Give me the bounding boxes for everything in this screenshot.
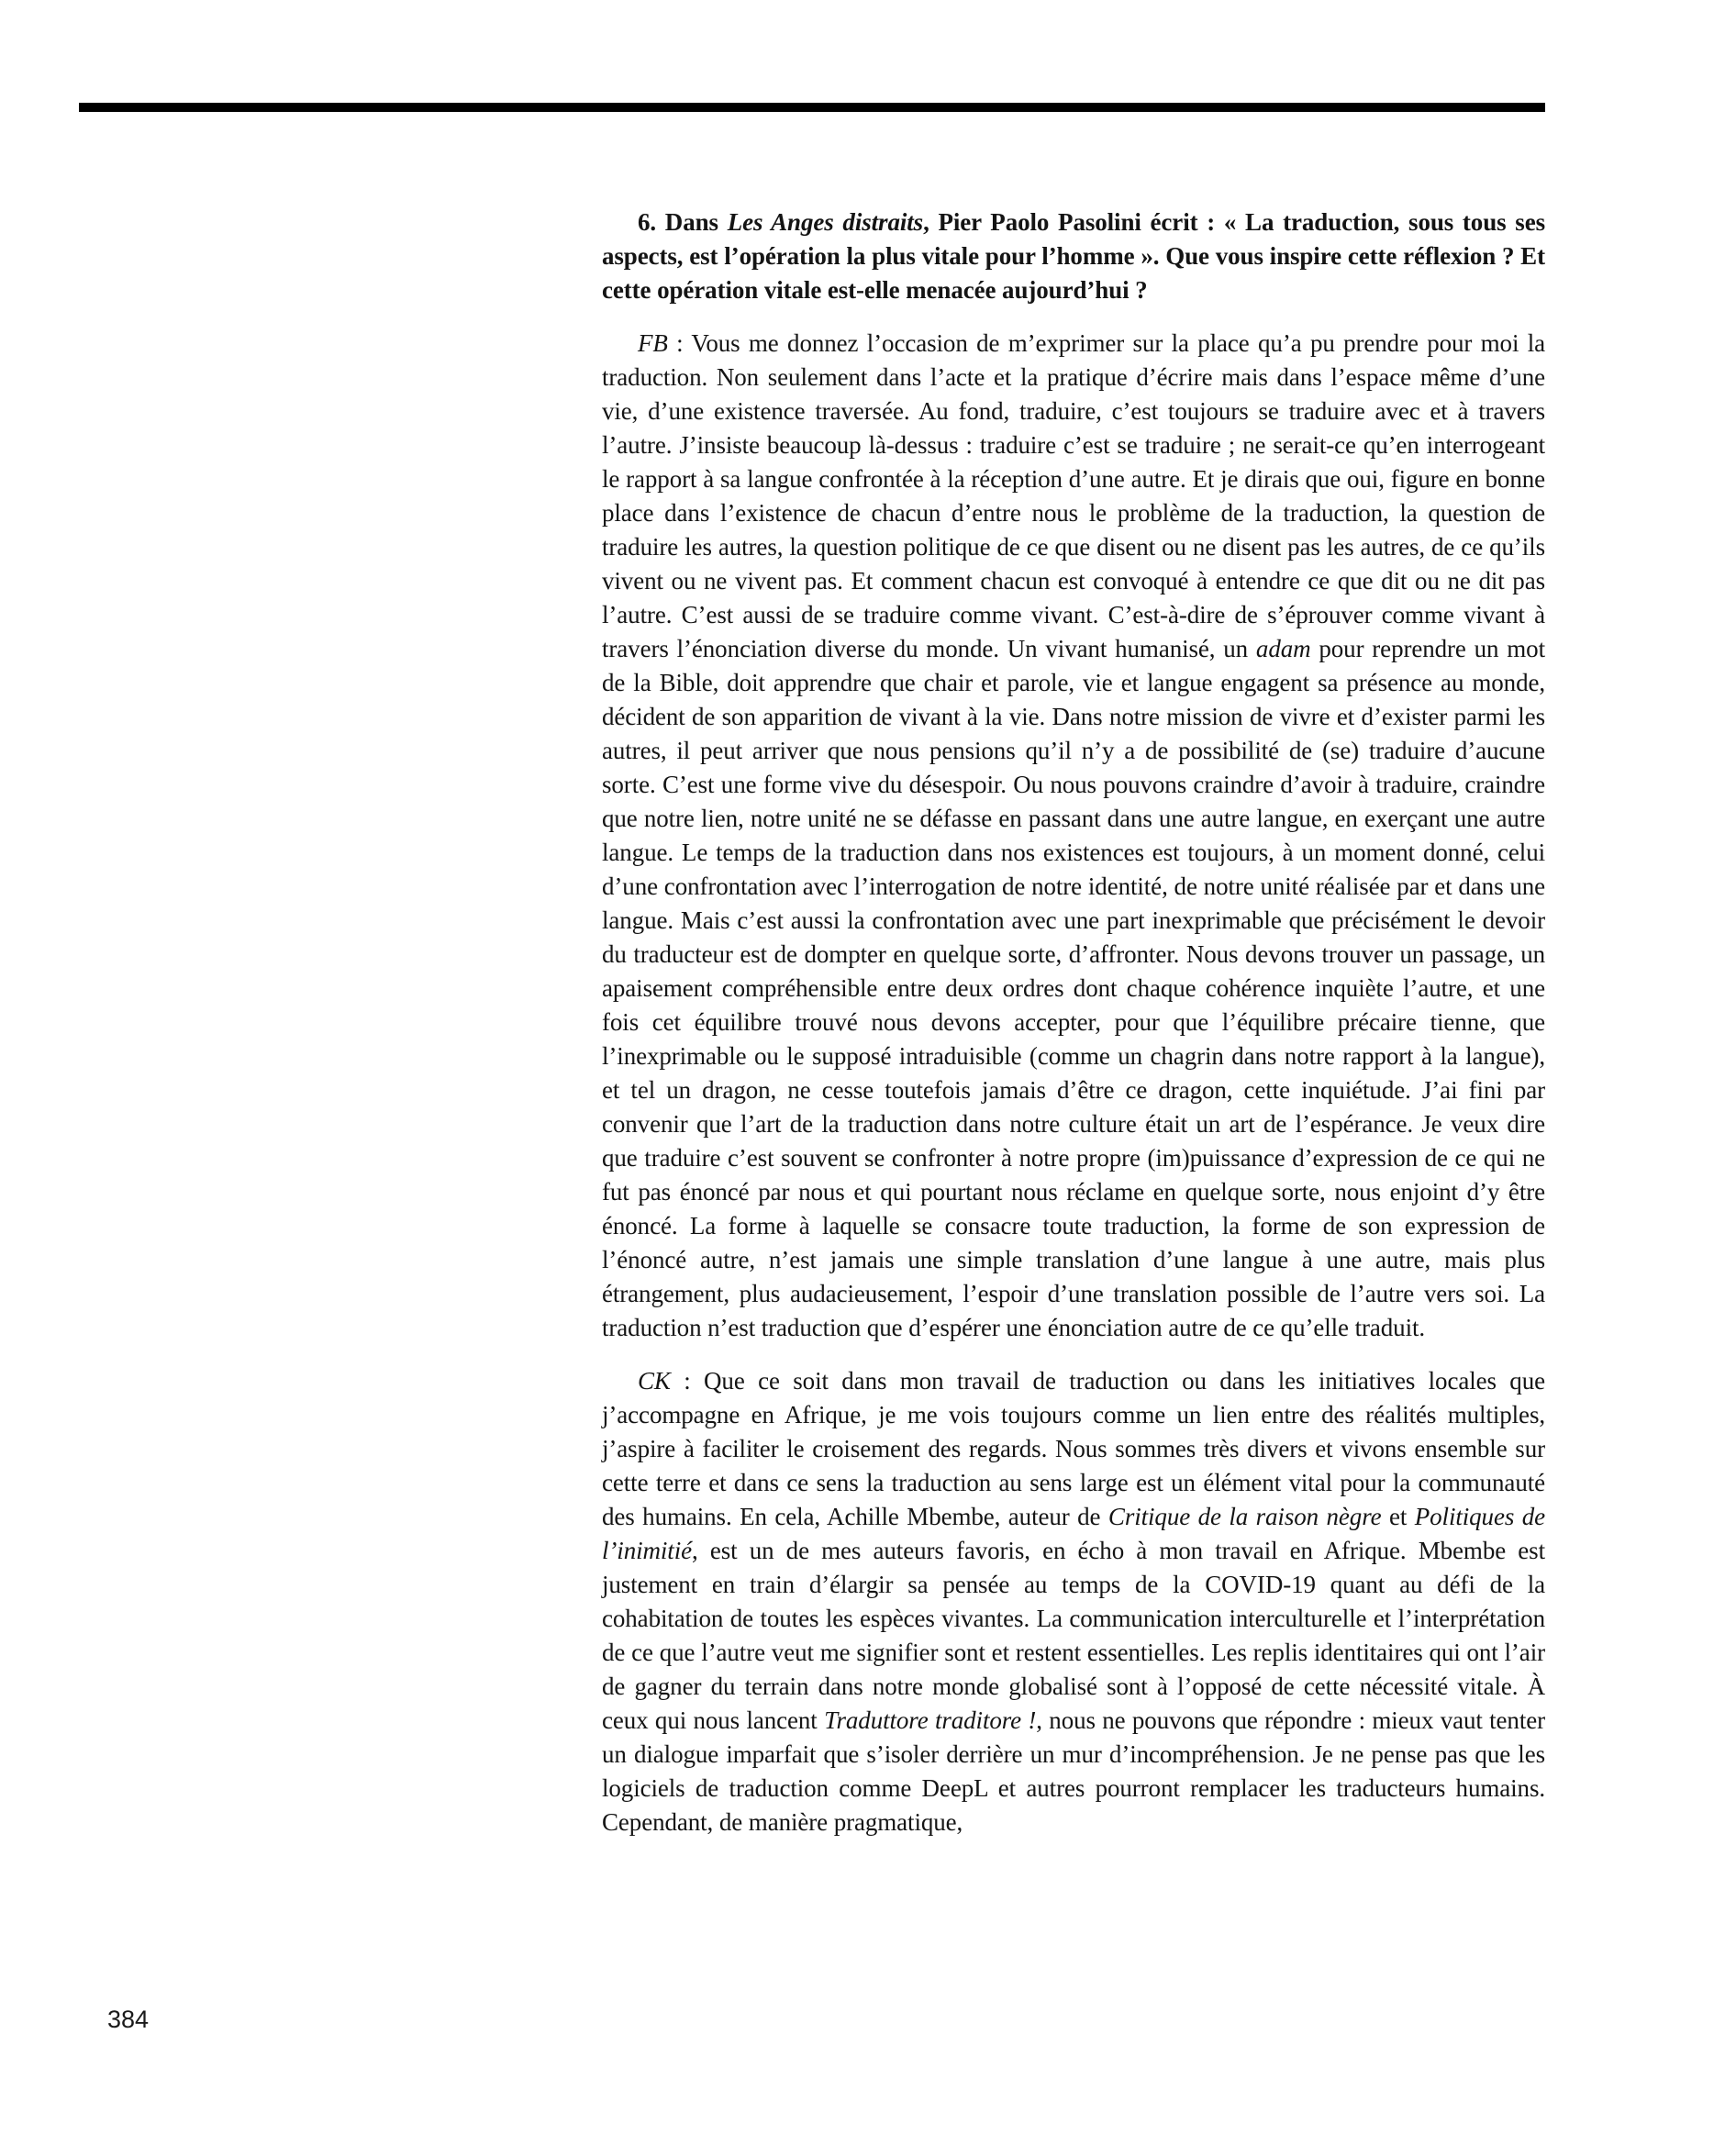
text-run: et [1381,1503,1415,1530]
interview-question [602,206,1545,307]
text-run: Critique de la raison nègre [1107,1503,1382,1530]
text-run: : Vous me donnez l’occasion de m’exprimer sur la place qu’a pu prendre pour moi la traduction. Non seulement dans l’acte et la pratique d’écrire mais dans l’espace même d’une vie, d’une existence traversée. Au fond, traduire, c’est toujours se traduire avec et à travers l’autre. J’insiste beaucoup là-dessus : traduire c’est se traduire ; ne serait-ce qu’en interrogeant le rapport à sa langue confrontée à la réception d’une autre. Et je dirais que oui, figure en bonne place dans l’existence de chacun d’entre nous le problème de la traduction, la question de traduire les autres, la question politique de ce que disent ou ne disent pas les autres, de ce qu’ils vivent ou ne vivent pas. Et comment chacun est convoqué à entendre ce que dit ou ne dit pas l’autre. C’est aussi de se traduire comme vivant. C’est-à-dire de s’éprouver comme vivant à travers l’énonciation diverse du monde. Un vivant humanisé, un [602,329,1545,662]
text-run: Politiques de l’inimitié [602,1503,1545,1564]
answer-paragraph-ck [602,1364,1545,1839]
text-run: , est un de mes auteurs favoris, en écho à mon travail en Afrique. Mbembe est justement en train d’élargir sa pensée au temps de la COVID-19 quant au défi de la cohabitation de toutes les espèces vivantes. La communication interculturelle et l’interprétation de ce que l’autre veut me signifier sont et restent essentielles. Les replis identitaires qui ont l’air de gagner du terrain dans notre monde globalisé sont à l’opposé de cette nécessité vitale. À ceux qui nous lancent [602,1537,1545,1734]
answer-paragraph-fb [602,327,1545,1345]
page-number: 384 [107,2006,150,2033]
text-column [602,206,1545,1839]
top-rule [79,103,1545,112]
text-run: pour reprendre un mot de la Bible, doit apprendre que chair et parole, vie et langue engagent sa présence au monde, décident de son apparition de vivant à la vie. Dans notre mission de vivre et d’exister parmi les autres, il peut arriver que nous pensions qu’il n’y a de possibilité de (se) traduire d’aucune sorte. C’est une forme vive du désespoir. Ou nous pouvons craindre d’avoir à traduire, craindre que notre lien, notre unité ne se défasse en passant dans une autre langue, en exerçant une autre langue. Le temps de la traduction dans nos existences est toujours, à un moment donné, celui d’une confrontation avec l’interrogation de notre identité, de notre unité réalisée par et dans une langue. Mais c’est aussi la confrontation avec une part inexprimable que précisément le devoir du traducteur est de dompter en quelque sorte, d’affronter. Nous devons trouver un passage, un apaisement compréhensible entre deux ordres dont chaque cohérence inquiète l’autre, et une fois cet équilibre trouvé nous devons accepter, pour que l’équilibre précaire tienne, que l’inexprimable ou le supposé intraduisible (comme un chagrin dans notre rapport à la langue), et tel un dragon, ne cesse toutefois jamais d’être ce dragon, cette inquiétude. J’ai fini par convenir que l’art de la traduction dans notre culture était un art de l’espérance. Je veux dire que traduire c’est souvent se confronter à notre propre (im)puissance d’expression de ce qui ne fut pas énoncé par nous et qui pourtant nous réclame en quelque sorte, nous enjoint d’y être énoncé. La forme à laquelle se consacre toute traduction, la forme de son expression de l’énoncé autre, n’est jamais une simple translation d’une langue à une autre, mais plus étrangement, plus audacieusement, l’espoir d’une translation possible de l’autre vers soi. La traduction n’est traduction que d’espérer une énonciation autre de ce qu’elle traduit. [602,635,1545,1341]
text-run: CK [638,1367,671,1395]
text-run: Traduttore traditore ! [824,1706,1037,1734]
text-run: : Que ce soit dans mon travail de traduction ou dans les initiatives locales que j’accompagne en Afrique, je me vois toujours comme un lien entre des réalités multiples, j’aspire à faciliter le croisement des regards. Nous sommes très divers et vivons ensemble sur cette terre et dans ce sens la traduction au sens large est un élément vital pour la communauté des humains. En cela, Achille Mbembe, auteur de [602,1367,1545,1530]
text-run: , nous ne pouvons que répondre : mieux vaut tenter un dialogue imparfait que s’isoler derrière un mur d’incompréhension. Je ne pense pas que les logiciels de traduction comme DeepL et autres pourront remplacer les traducteurs humains. Cependant, de manière pragmatique, [602,1706,1546,1836]
text-run: 6. Dans [638,208,728,236]
text-run: , Pier Paolo Pasolini écrit : « La traduction, sous tous ses aspects, est l’opération la plus vitale pour l’homme ». Que vous inspire cette réflexion ? Et cette opération vitale est-elle menacée aujourd’hui ? [602,208,1545,304]
text-run: FB [638,329,668,357]
text-run: adam [1255,635,1311,662]
text-run: Les Anges distraits [727,208,924,236]
